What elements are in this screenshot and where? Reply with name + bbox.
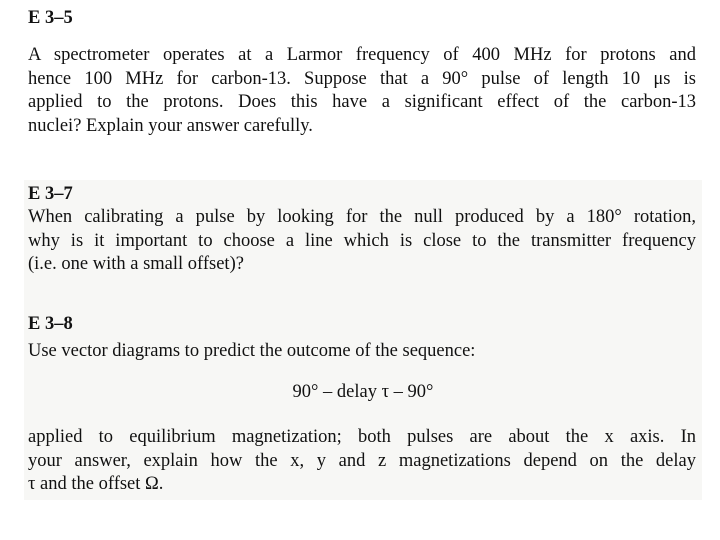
text-line: When calibrating a pulse by looking for the null produced by a 180° rotation, <box>28 207 696 227</box>
exercise-intro <box>28 340 696 364</box>
exercise-text <box>28 44 696 138</box>
text-line: hence 100 MHz for carbon-13. Suppose that a 90° pulse of length 10 μs is <box>28 68 696 89</box>
exercise-e3-5 <box>24 0 702 160</box>
text-line: applied to the protons. Does this have a significant effect of the carbon-13 <box>28 92 696 112</box>
text-line: your answer, explain how the x, y and z magnetizations depend on the delay <box>28 450 696 471</box>
exercise-text <box>28 206 696 277</box>
exercise-heading: E 3–7 <box>28 184 73 204</box>
exercise-heading: E 3–5 <box>28 8 73 28</box>
exercise-heading: E 3–8 <box>28 314 73 334</box>
text-line: nuclei? Explain your answer carefully. <box>28 115 313 136</box>
text-line: applied to equilibrium magnetization; both pulses are about the x axis. In <box>28 427 696 447</box>
pulse-sequence-formula: 90° – delay τ – 90° <box>292 382 434 402</box>
text-line: why is it important to choose a line which is close to the transmitter frequency <box>28 230 696 251</box>
text-line: τ and the offset Ω. <box>28 474 164 494</box>
exercise-group-e3-7-e3-8 <box>24 180 702 500</box>
exercise-text <box>28 426 696 497</box>
text-line: (i.e. one with a small offset)? <box>28 254 244 274</box>
text-line: A spectrometer operates at a Larmor frequency of 400 MHz for protons and <box>28 45 696 65</box>
text-line: Use vector diagrams to predict the outcome of the sequence: <box>28 341 476 361</box>
